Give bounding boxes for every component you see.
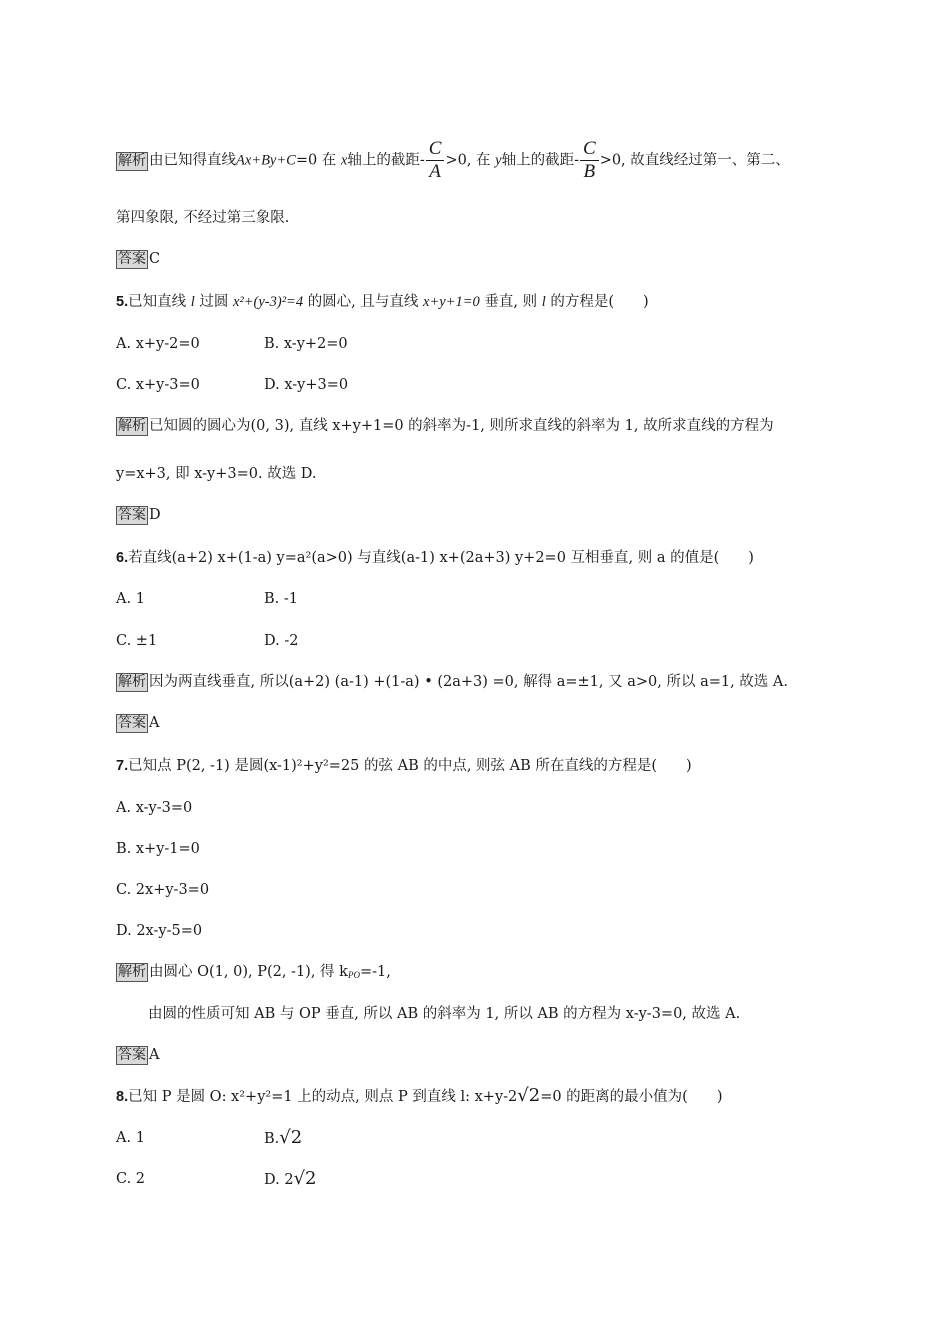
- q5-analysis-line2: y=x+3, 即 x-y+3=0. 故选 D.: [116, 466, 317, 482]
- q8-stem: 8.已知 P 是圆 O: x²+y²=1 上的动点, 则点 P 到直线 l: x+y-2√2=0 的距离的最小值为( ): [116, 1085, 723, 1106]
- q8-option-c: C. 2: [116, 1171, 146, 1187]
- q6-option-c: C. ±1: [116, 633, 158, 649]
- q6-option-a: A. 1: [116, 591, 145, 607]
- q7-answer: 答案 A: [118, 1047, 160, 1063]
- q5-answer: 答案 D: [118, 507, 161, 523]
- q5-stem: 5.已知直线 l 过圆 x²+(y-3)²=4 的圆心, 且与直线 x+y+1=0 垂直, 则 l 的方程是( ): [116, 294, 649, 310]
- q7-option-c: C. 2x+y-3=0: [116, 882, 210, 898]
- q6-option-b: B. -1: [264, 591, 298, 607]
- fraction-c-over-b: $\frac{C}{B}$: [580, 138, 599, 183]
- answer-label: 答案: [118, 715, 146, 731]
- q7-option-b: B. x+y-1=0: [116, 841, 200, 857]
- q6-option-d: D. -2: [264, 633, 299, 649]
- q6-stem: 6.若直线(a+2) x+(1-a) y=a²(a>0) 与直线(a-1) x+(2a+3) y+2=0 互相垂直, 则 a 的值是( ): [116, 550, 754, 566]
- answer-label: 答案: [118, 1047, 146, 1063]
- q8-option-d: D. 2√2: [264, 1168, 317, 1189]
- q5-option-c: C. x+y-3=0: [116, 377, 200, 393]
- q5-option-d: D. x-y+3=0: [264, 377, 349, 393]
- q7-stem: 7.已知点 P(2, -1) 是圆(x-1)²+y²=25 的弦 AB 的中点, 则弦 AB 所在直线的方程是( ): [116, 758, 692, 774]
- q7-analysis-line1: 解析 由圆心 O(1, 0), P(2, -1), 得 $k_{PO}=-1$,: [118, 964, 391, 980]
- q7-analysis-line2: 由圆的性质可知 AB 与 OP 垂直, 所以 AB 的斜率为 1, 所以 AB 的方程为 x-y-3=0, 故选 A.: [148, 1006, 741, 1022]
- analysis-label: 解析: [118, 418, 146, 434]
- q6-analysis: 解析 因为两直线垂直, 所以(a+2) (a-1) +(1-a) • (2a+3) =0, 解得 a=±1, 又 a>0, 所以 a=1, 故选 A.: [118, 674, 788, 690]
- q4-answer: 答案 C: [118, 251, 161, 267]
- sqrt-2: √2: [517, 1085, 541, 1106]
- analysis-label: 解析: [118, 964, 146, 980]
- q6-answer: 答案 A: [118, 715, 160, 731]
- answer-label: 答案: [118, 507, 146, 523]
- q4-analysis-line1: 解析 由已知得直线Ax+By+C=0 在 x轴上的截距- $\frac{C}{A}$ >0, 在 y轴上的截距- $\frac{C}{B}$ >0, 故直线经过第一、第二、: [118, 138, 790, 182]
- q8-option-a: A. 1: [116, 1130, 145, 1146]
- q5-option-b: B. x-y+2=0: [264, 336, 348, 352]
- q8-option-b: B.√2: [264, 1127, 303, 1148]
- q7-option-a: A. x-y-3=0: [116, 800, 193, 816]
- answer-label: 答案: [118, 251, 146, 267]
- fraction-c-over-a: $\frac{C}{A}$: [426, 138, 445, 183]
- analysis-label: 解析: [118, 674, 146, 690]
- q5-analysis-line1: 解析 已知圆的圆心为(0, 3), 直线 x+y+1=0 的斜率为-1, 则所求直线的斜率为 1, 故所求直线的方程为: [118, 418, 774, 434]
- analysis-label: 解析: [118, 152, 146, 169]
- q7-option-d: D. 2x-y-5=0: [116, 923, 203, 939]
- q4-analysis-line2: 第四象限, 不经过第三象限.: [116, 210, 290, 226]
- q5-option-a: A. x+y-2=0: [116, 336, 200, 352]
